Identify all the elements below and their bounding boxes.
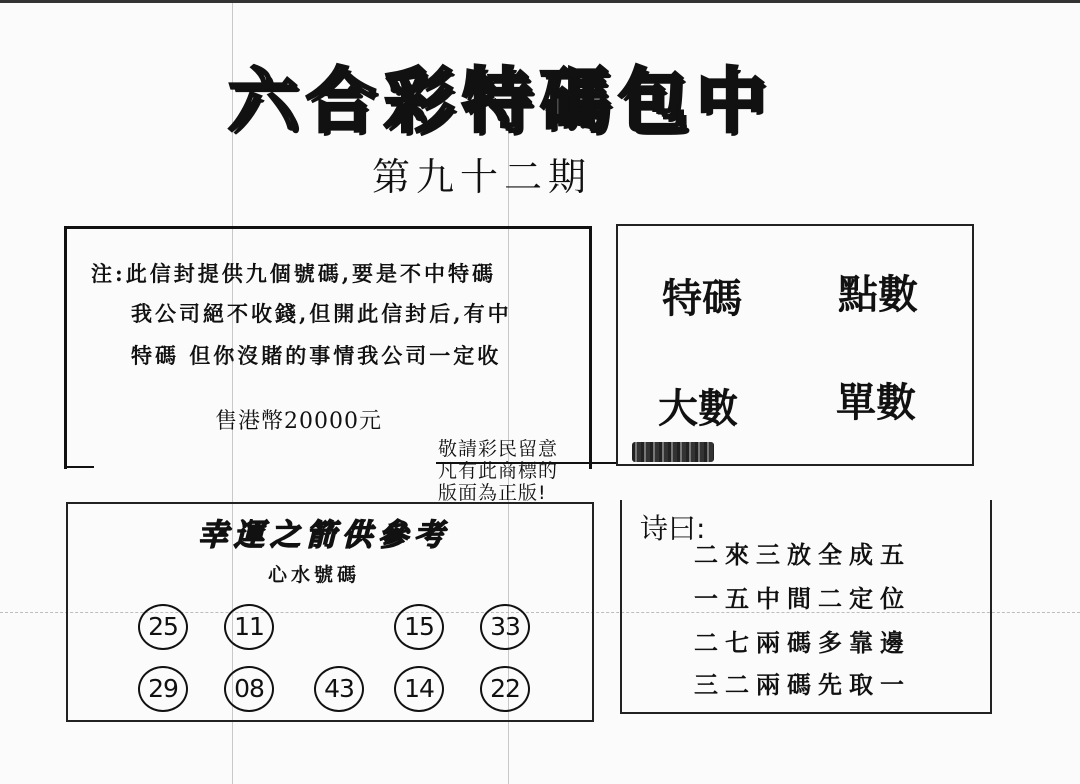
authenticity-notice — [438, 438, 618, 504]
poem-title: 诗曰: — [640, 512, 706, 545]
top-edge — [0, 0, 1080, 3]
poem-line-3: 二七兩碼多靠邊 — [694, 628, 911, 657]
poem-box — [620, 500, 992, 714]
number-ball: 33 — [480, 604, 530, 650]
divider — [64, 466, 94, 468]
number-ball: 25 — [138, 604, 188, 650]
poem-line-2: 一五中間二定位 — [694, 584, 911, 613]
issue-number: 第九十二期 — [372, 155, 593, 199]
poem-line-4: 三二兩碼先取一 — [694, 670, 911, 699]
note-line-3: 特碼 但你沒賭的事情我公司一定收 — [131, 343, 502, 368]
price-label: 售港幣20000元 — [215, 409, 382, 434]
divider — [436, 462, 616, 464]
number-ball: 43 — [314, 666, 364, 712]
attr-big: 大數 — [658, 386, 738, 432]
page-title: 六合彩特碼包中 — [228, 59, 774, 142]
lucky-title: 幸運之箭供參考 — [198, 518, 450, 553]
number-ball: 15 — [394, 604, 444, 650]
trademark-logo — [632, 442, 714, 462]
attr-odd: 單數 — [836, 380, 916, 426]
number-ball: 22 — [480, 666, 530, 712]
number-ball: 14 — [394, 666, 444, 712]
attr-points: 點數 — [838, 272, 918, 318]
notice-line-3: 版面為正版! — [438, 482, 547, 504]
poem-line-1: 二來三放全成五 — [694, 540, 911, 569]
number-ball: 11 — [224, 604, 274, 650]
number-ball: 29 — [138, 666, 188, 712]
attr-special-code: 特碼 — [662, 276, 742, 322]
note-line-2: 我公司絕不收錢,但開此信封后,有中 — [131, 301, 512, 326]
lucky-subtitle: 心水號碼 — [268, 564, 361, 586]
attributes-box — [616, 224, 974, 466]
notice-line-1: 敬請彩民留意 — [438, 438, 559, 460]
number-ball: 08 — [224, 666, 274, 712]
lucky-numbers-box — [66, 502, 594, 722]
notice-line-2: 凡有此商標的 — [438, 460, 559, 482]
note-box — [64, 226, 592, 469]
note-line-1: 注:此信封提供九個號碼,要是不中特碼 — [91, 261, 497, 286]
